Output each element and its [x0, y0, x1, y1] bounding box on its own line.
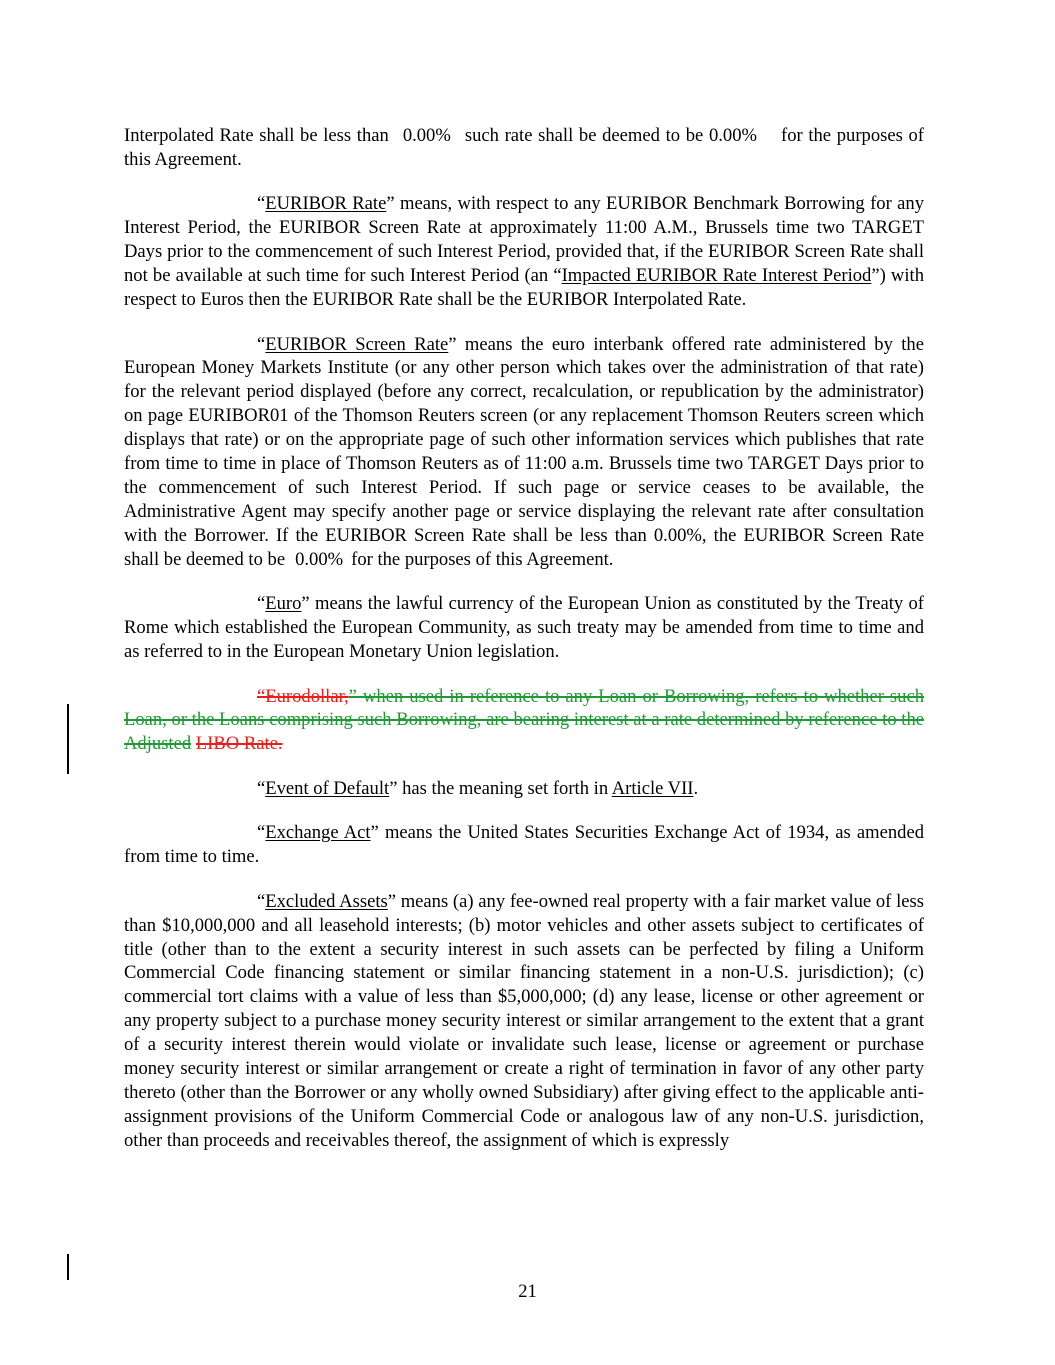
definition-event-of-default [124, 777, 924, 801]
definition-text: ”) with respect to Euros then the EURIBOR Rate shall be the EURIBOR Interpolated Rate. [124, 265, 924, 311]
definition-euribor-screen-rate [124, 333, 924, 572]
defined-term: EURIBOR Rate [265, 193, 387, 215]
quote: “ [257, 890, 266, 912]
text: for the purposes of this Agreement. [124, 125, 924, 170]
definition-euro [124, 592, 924, 664]
definition-text: ” means the lawful currency of the European Union as constituted by the Treaty of Rome which established the European Community, as such treaty may be amended from time to time and as referred to in the European Monetary Union legislation. [124, 593, 924, 662]
defined-term: Exchange Act [265, 822, 371, 844]
definition-text: ” means the United States Securities Exchange Act of 1934, as amended from time to time. [124, 822, 924, 868]
quote: “ [257, 593, 266, 615]
rate-value: 0.00% [295, 548, 344, 570]
change-bar [67, 1254, 69, 1280]
quote: “ [257, 822, 266, 844]
definition-excluded-assets [124, 890, 924, 1153]
defined-term: Excluded Assets [265, 890, 388, 912]
defined-term: Impacted EURIBOR Rate Interest Period [561, 265, 872, 287]
definition-text: . [693, 777, 699, 799]
definition-text: for the purposes of this Agreement. [351, 548, 614, 570]
deleted-text: “Eurodollar, [257, 685, 349, 707]
definition-euribor-rate [124, 192, 924, 312]
text: Interpolated Rate shall be less than [124, 125, 389, 146]
text: such rate shall be deemed to be 0.00% [464, 125, 757, 146]
definition-text: ” means the euro interbank offered rate administered by the European Money Markets Institute (or any other person which takes over the administration of that rate) for the relevant period displayed (before any correct, recalculation, or republication by the administrator) on page EURIBOR01 of the Thomson Reuters screen (or any replacement Thomson Reuters screen which displays that rate) or on the appropriate page of such other information services which publishes that rate from time to time in place of Thomson Reuters as of 11:00 a.m. Brussels time two TARGET Days prior to the commencement of such Interest Period. If such page or service ceases to be available, the Administrative Agent may specify another page or service displaying the relevant rate after consultation with the Borrower. If the EURIBOR Screen Rate shall be less than 0.00%, the EURIBOR Screen Rate shall be deemed to be [124, 333, 924, 570]
cross-reference: Article VII [611, 777, 694, 799]
deleted-definition-eurodollar [124, 685, 924, 757]
quote: “ [257, 777, 266, 799]
deleted-text: ” when used in reference to any Loan or Borrowing, refers to whether such Loan, or the Loans comprising such Borrowing, are bearing interest at a rate determined by reference to the Adjusted [124, 685, 924, 755]
page-number: 21 [518, 1281, 537, 1302]
quote: “ [257, 333, 266, 355]
definition-text: ” means (a) any fee-owned real property with a fair market value of less than $10,000,000 and all leasehold interests; (b) motor vehicles and other assets subject to certificates of title (other than to the extent a security interest in such assets can be perfected by filing a Uniform Commercial Code financing statement or similar financing statement in a non-U.S. jurisdiction); (c) commercial tort claims with a value of less than $5,000,000; (d) any lease, license or other agreement or any property subject to a purchase money security interest or similar arrangement to the extent that a grant of a security interest therein would violate or invalidate such lease, license or agreement or purchase money security interest or similar arrangement or create a right of termination in favor of any other party thereto (other than the Borrower or any wholly owned Subsidiary) after giving effect to the applicable anti-assignment provisions of the Uniform Commercial Code or analogous law of any non-U.S. jurisdiction, other than proceeds and receivables thereof, the assignment of which is expressly [124, 890, 924, 1151]
quote: “ [257, 193, 266, 215]
paragraph-interpolated-rate [124, 124, 924, 172]
defined-term: Event of Default [265, 777, 390, 799]
rate-value: 0.00% [402, 125, 451, 146]
definition-exchange-act [124, 821, 924, 869]
defined-term: Euro [265, 593, 302, 615]
defined-term: EURIBOR Screen Rate [265, 333, 449, 355]
deleted-text: LIBO Rate. [195, 733, 283, 755]
document-page [124, 124, 924, 1173]
definition-text: ” has the meaning set forth in [389, 777, 609, 799]
definition-text: ” means, with respect to any EURIBOR Benchmark Borrowing for any Interest Period, the EURIBOR Screen Rate at approximately 11:00 A.M., Brussels time two TARGET Days prior to the commencement of such Interest Period, provided that, if the EURIBOR Screen Rate shall not be available at such time for such Interest Period (an “ [124, 193, 924, 287]
change-bar [67, 704, 69, 774]
